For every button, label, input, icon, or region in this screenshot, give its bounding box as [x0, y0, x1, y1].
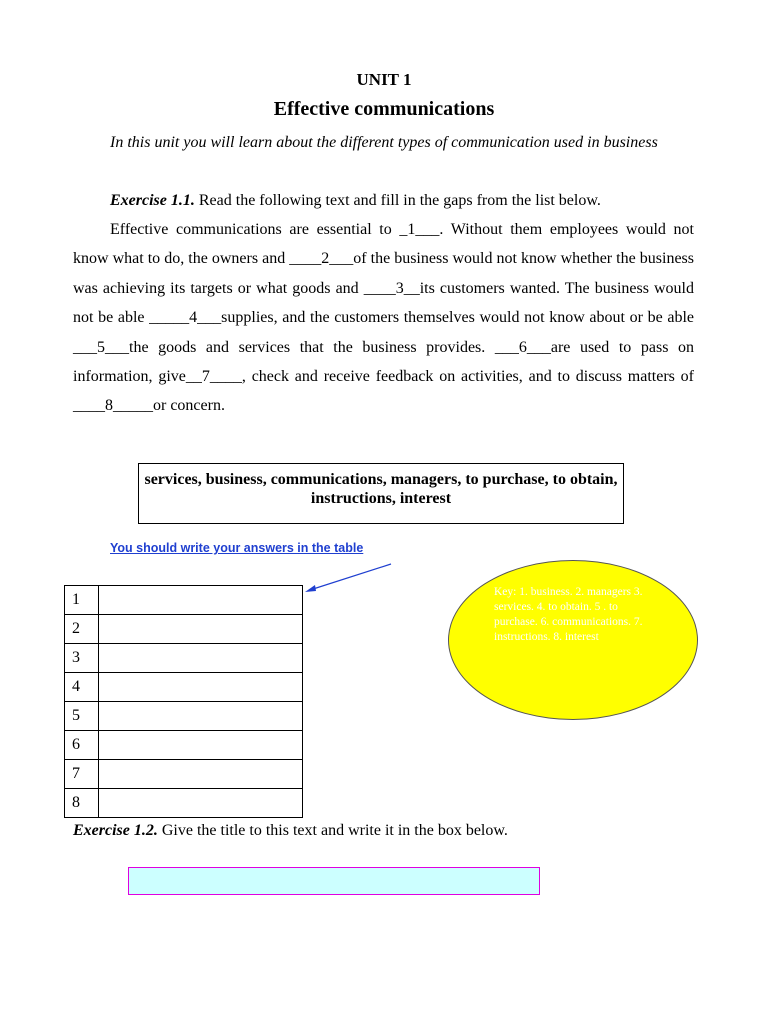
answer-row-number: 2	[65, 615, 99, 644]
answer-row	[65, 673, 303, 702]
answer-row-number: 4	[65, 673, 99, 702]
answer-row	[65, 731, 303, 760]
answer-row-number: 5	[65, 702, 99, 731]
answer-row	[65, 760, 303, 789]
answer-row	[65, 644, 303, 673]
answers-instruction-link[interactable]: You should write your answers in the table	[110, 541, 364, 555]
answer-cell[interactable]	[99, 789, 303, 818]
answer-cell[interactable]	[99, 731, 303, 760]
unit-heading: UNIT 1	[356, 70, 412, 89]
exercise-1-2-label: Exercise 1.2.	[73, 822, 158, 839]
answer-row	[65, 789, 303, 818]
answer-cell[interactable]	[99, 673, 303, 702]
answer-cell[interactable]	[99, 586, 303, 615]
answer-row-number: 1	[65, 586, 99, 615]
answer-cell[interactable]	[99, 760, 303, 789]
exercise-1-2-heading	[73, 822, 508, 840]
exercise-1-2-instruction: Give the title to this text and write it in the box below.	[157, 822, 508, 839]
gap-fill-text: Effective communications are essential to _1___. Without them employees would not know what to do, the owners and ____2___of the business would not know whether the business was achieving its targets or what goods and ____3__its customers wanted. The business would not be able _____4___supplies, and the customers themselves would not know about or be able ___5___the goods and services that the business provides. ___6___are used to pass on information, give__7____, check and receive feedback on activities, and to discuss matters of ____8_____or concern.	[73, 221, 694, 415]
answer-row-number: 3	[65, 644, 99, 673]
exercise-1-1-label: Exercise 1.1.	[110, 192, 195, 209]
exercise-1-1-instruction: Read the following text and fill in the gaps from the list below.	[194, 192, 601, 209]
answer-table	[64, 585, 303, 818]
word-list-box: services, business, communications, managers, to purchase, to obtain, instructions, interest	[138, 463, 624, 524]
answer-row-number: 6	[65, 731, 99, 760]
answer-row	[65, 615, 303, 644]
intro-text: In this unit you will learn about the different types of communication used in business	[110, 134, 658, 151]
answer-row	[65, 586, 303, 615]
answer-cell[interactable]	[99, 615, 303, 644]
answer-row-number: 8	[65, 789, 99, 818]
answer-row-number: 7	[65, 760, 99, 789]
arrow-icon	[300, 560, 395, 595]
answer-key-text: Key: 1. business. 2. managers 3. services. 4. to obtain. 5 . to purchase. 6. communications. 7. instructions. 8. interest	[494, 586, 643, 643]
exercise-1-1-heading	[73, 186, 694, 215]
answer-row	[65, 702, 303, 731]
page-title: Effective communications	[273, 98, 495, 120]
title-answer-box[interactable]	[128, 867, 540, 895]
answer-cell[interactable]	[99, 702, 303, 731]
answer-cell[interactable]	[99, 644, 303, 673]
